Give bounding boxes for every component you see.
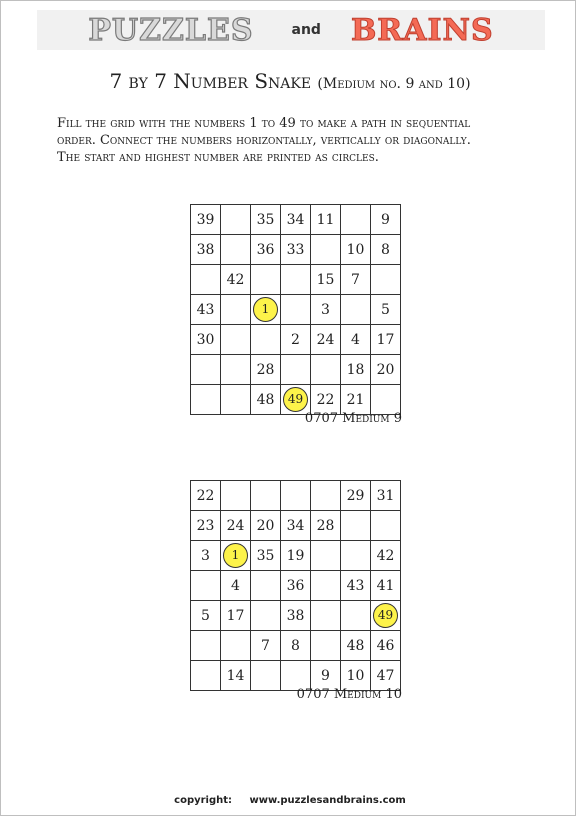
grid-cell[interactable] xyxy=(311,541,341,571)
grid-cell[interactable] xyxy=(311,631,341,661)
instructions xyxy=(57,115,557,166)
circled-number: 1 xyxy=(253,297,278,322)
grid-cell[interactable] xyxy=(371,385,401,415)
grid-cell[interactable] xyxy=(221,385,251,415)
puzzle-label: 0707 Medium 10 xyxy=(296,687,402,702)
grid-cell[interactable] xyxy=(221,631,251,661)
grid-cell[interactable]: 9 xyxy=(371,205,401,235)
grid-cell[interactable]: 8 xyxy=(371,235,401,265)
grid-cell[interactable]: 8 xyxy=(281,631,311,661)
grid-cell[interactable] xyxy=(251,481,281,511)
grid-cell[interactable] xyxy=(191,661,221,691)
grid-cell[interactable]: 3 xyxy=(311,295,341,325)
grid-cell[interactable]: 42 xyxy=(371,541,401,571)
title-main: 7 by 7 Number Snake xyxy=(109,69,312,93)
grid-cell[interactable]: 11 xyxy=(311,205,341,235)
brand-puzzles: PUZZLES xyxy=(88,12,254,48)
grid-cell[interactable]: 2 xyxy=(281,325,311,355)
grid-cell[interactable]: 3 xyxy=(191,541,221,571)
puzzle-label: 0707 Medium 9 xyxy=(304,411,402,426)
grid-cell[interactable]: 42 xyxy=(221,265,251,295)
grid-cell[interactable] xyxy=(311,571,341,601)
grid-cell[interactable] xyxy=(251,265,281,295)
grid-cell[interactable] xyxy=(341,601,371,631)
grid-cell[interactable] xyxy=(311,355,341,385)
grid-cell[interactable]: 7 xyxy=(341,265,371,295)
grid-row xyxy=(191,511,401,541)
grid-cell[interactable] xyxy=(191,355,221,385)
grid-cell[interactable] xyxy=(311,481,341,511)
grid-cell[interactable] xyxy=(281,355,311,385)
grid-cell[interactable] xyxy=(281,481,311,511)
grid-cell[interactable]: 36 xyxy=(251,235,281,265)
grid-cell[interactable]: 21 xyxy=(341,385,371,415)
grid-cell[interactable]: 28 xyxy=(311,511,341,541)
grid-cell[interactable] xyxy=(221,235,251,265)
grid-cell[interactable]: 24 xyxy=(311,325,341,355)
puzzle-medium-9 xyxy=(190,204,402,426)
grid-cell[interactable] xyxy=(281,661,311,691)
grid-cell[interactable]: 35 xyxy=(251,205,281,235)
grid-row xyxy=(191,601,401,631)
grid-row xyxy=(191,661,401,691)
grid-row xyxy=(191,541,401,571)
copyright-label: copyright: xyxy=(174,795,233,806)
grid-cell[interactable] xyxy=(311,601,341,631)
grid-cell[interactable]: 33 xyxy=(281,235,311,265)
grid-cell[interactable] xyxy=(191,385,221,415)
grid-cell[interactable]: 15 xyxy=(311,265,341,295)
grid-cell[interactable]: 22 xyxy=(311,385,341,415)
grid-cell[interactable]: 29 xyxy=(341,481,371,511)
grid-cell[interactable]: 10 xyxy=(341,235,371,265)
grid-cell[interactable] xyxy=(221,295,251,325)
grid-cell[interactable]: 4 xyxy=(341,325,371,355)
grid-cell[interactable]: 17 xyxy=(371,325,401,355)
grid-cell[interactable] xyxy=(191,265,221,295)
grid-cell[interactable]: 43 xyxy=(191,295,221,325)
grid-cell[interactable] xyxy=(281,385,311,415)
grid-cell[interactable]: 48 xyxy=(251,385,281,415)
circled-number: 49 xyxy=(373,603,398,628)
grid-cell[interactable] xyxy=(221,541,251,571)
grid-cell[interactable]: 31 xyxy=(371,481,401,511)
grid-cell[interactable]: 24 xyxy=(221,511,251,541)
grid-cell[interactable] xyxy=(371,511,401,541)
grid-row xyxy=(191,295,401,325)
title-subtitle: (Medium no. 9 and 10) xyxy=(317,76,471,92)
circled-number: 49 xyxy=(283,387,308,412)
grid-cell[interactable] xyxy=(341,541,371,571)
grid-cell[interactable] xyxy=(281,295,311,325)
grid-cell[interactable]: 48 xyxy=(341,631,371,661)
circled-number: 1 xyxy=(223,543,248,568)
grid-cell[interactable]: 34 xyxy=(281,511,311,541)
brand-and: and xyxy=(291,22,321,38)
grid-cell[interactable]: 20 xyxy=(251,511,281,541)
grid-row xyxy=(191,571,401,601)
grid-cell[interactable]: 5 xyxy=(191,601,221,631)
grid-row xyxy=(191,265,401,295)
puzzle-grid xyxy=(190,480,401,691)
website-url: www.puzzlesandbrains.com xyxy=(249,795,406,806)
grid-row xyxy=(191,235,401,265)
grid-cell[interactable]: 43 xyxy=(341,571,371,601)
grid-row xyxy=(191,325,401,355)
grid-cell[interactable] xyxy=(341,511,371,541)
puzzle-grid xyxy=(190,204,401,415)
puzzle-medium-10 xyxy=(190,480,402,702)
grid-cell[interactable]: 47 xyxy=(371,661,401,691)
grid-cell[interactable]: 17 xyxy=(221,601,251,631)
grid-cell[interactable] xyxy=(191,571,221,601)
grid-cell[interactable]: 41 xyxy=(371,571,401,601)
footer xyxy=(1,795,578,806)
grid-cell[interactable]: 35 xyxy=(251,541,281,571)
grid-cell[interactable] xyxy=(341,205,371,235)
grid-cell[interactable]: 5 xyxy=(371,295,401,325)
grid-cell[interactable] xyxy=(251,601,281,631)
grid-cell[interactable] xyxy=(221,355,251,385)
grid-cell[interactable] xyxy=(251,571,281,601)
grid-row xyxy=(191,631,401,661)
grid-cell[interactable]: 28 xyxy=(251,355,281,385)
grid-cell[interactable]: 38 xyxy=(281,601,311,631)
grid-cell[interactable]: 10 xyxy=(341,661,371,691)
grid-cell[interactable]: 46 xyxy=(371,631,401,661)
grid-cell[interactable]: 18 xyxy=(341,355,371,385)
page-title xyxy=(1,69,578,93)
grid-row xyxy=(191,355,401,385)
grid-cell[interactable]: 38 xyxy=(191,235,221,265)
grid-cell[interactable]: 39 xyxy=(191,205,221,235)
grid-cell[interactable] xyxy=(221,481,251,511)
grid-cell[interactable]: 20 xyxy=(371,355,401,385)
grid-cell[interactable] xyxy=(341,295,371,325)
grid-cell[interactable] xyxy=(251,295,281,325)
grid-cell[interactable]: 4 xyxy=(221,571,251,601)
grid-cell[interactable]: 19 xyxy=(281,541,311,571)
grid-cell[interactable]: 7 xyxy=(251,631,281,661)
grid-cell[interactable] xyxy=(371,601,401,631)
grid-cell[interactable] xyxy=(311,235,341,265)
grid-cell[interactable]: 30 xyxy=(191,325,221,355)
grid-cell[interactable] xyxy=(371,265,401,295)
instructions-line-1: Fill the grid with the numbers 1 to 49 to make a path in sequential xyxy=(57,116,471,131)
grid-cell[interactable]: 34 xyxy=(281,205,311,235)
instructions-line-3: The start and highest number are printed as circles. xyxy=(57,150,379,165)
instructions-line-2: order. Connect the numbers horizontally, vertically or diagonally. xyxy=(57,133,471,148)
grid-cell[interactable]: 9 xyxy=(311,661,341,691)
grid-cell[interactable] xyxy=(221,205,251,235)
grid-row xyxy=(191,481,401,511)
grid-cell[interactable]: 22 xyxy=(191,481,221,511)
grid-cell[interactable] xyxy=(281,265,311,295)
grid-row xyxy=(191,205,401,235)
grid-cell[interactable]: 14 xyxy=(221,661,251,691)
grid-cell[interactable] xyxy=(251,325,281,355)
header-banner xyxy=(37,10,545,50)
grid-cell[interactable] xyxy=(191,631,221,661)
grid-row xyxy=(191,385,401,415)
grid-cell[interactable]: 36 xyxy=(281,571,311,601)
brand-brains: BRAINS xyxy=(350,12,494,48)
grid-cell[interactable]: 23 xyxy=(191,511,221,541)
grid-cell[interactable] xyxy=(221,325,251,355)
grid-cell[interactable] xyxy=(251,661,281,691)
